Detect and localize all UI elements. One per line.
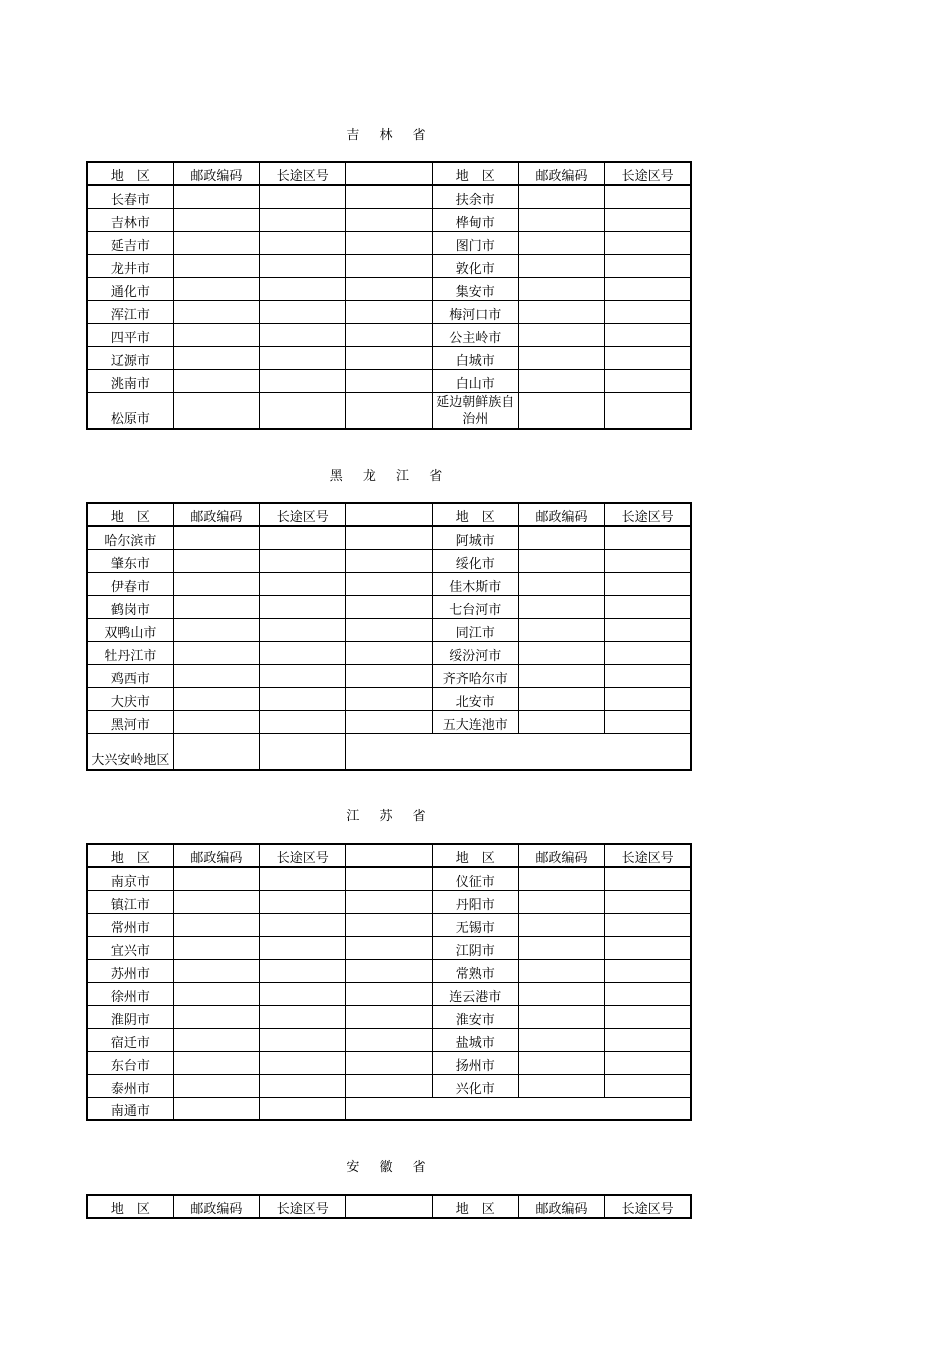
region-cell: 镇江市 <box>87 890 173 913</box>
table-header-row <box>87 844 691 867</box>
spacer-cell <box>346 913 432 936</box>
region-cell: 大庆市 <box>87 687 173 710</box>
area-code-cell <box>260 913 346 936</box>
postal-code-cell <box>518 231 604 254</box>
header-postal-code: 邮政编码 <box>173 1195 259 1218</box>
postal-code-cell <box>173 300 259 323</box>
table-row <box>87 323 691 346</box>
postal-code-cell <box>173 687 259 710</box>
table-row <box>87 572 691 595</box>
area-code-cell <box>260 890 346 913</box>
table-row <box>87 1074 691 1097</box>
area-code-cell <box>260 300 346 323</box>
area-code-cell <box>605 254 691 277</box>
area-code-cell <box>260 1005 346 1028</box>
region-cell: 齐齐哈尔市 <box>432 664 518 687</box>
area-code-cell <box>605 867 691 890</box>
header-postal-code: 邮政编码 <box>518 503 604 526</box>
region-cell: 常熟市 <box>432 959 518 982</box>
postal-code-cell <box>518 936 604 959</box>
postal-code-cell <box>518 300 604 323</box>
empty-merged-cell <box>346 1097 691 1120</box>
area-code-cell <box>260 959 346 982</box>
spacer-cell <box>346 1005 432 1028</box>
area-code-cell <box>605 890 691 913</box>
spacer-cell <box>346 526 432 549</box>
postal-code-cell <box>518 959 604 982</box>
postal-code-cell <box>173 710 259 733</box>
postal-code-cell <box>173 890 259 913</box>
area-code-cell <box>605 300 691 323</box>
postal-code-cell <box>518 346 604 369</box>
postal-code-table <box>86 843 692 1121</box>
empty-merged-cell <box>346 733 691 770</box>
area-code-cell <box>260 346 346 369</box>
postal-code-cell <box>173 369 259 392</box>
header-region: 地 区 <box>432 162 518 185</box>
table-header-row <box>87 162 691 185</box>
area-code-cell <box>260 369 346 392</box>
table-row <box>87 346 691 369</box>
region-cell: 双鸭山市 <box>87 618 173 641</box>
region-cell: 伊春市 <box>87 572 173 595</box>
postal-code-cell <box>173 913 259 936</box>
postal-code-cell <box>173 1097 259 1120</box>
header-area-code: 长途区号 <box>605 1195 691 1218</box>
region-cell: 大兴安岭地区 <box>87 733 173 770</box>
area-code-cell <box>260 641 346 664</box>
area-code-cell <box>260 595 346 618</box>
header-area-code: 长途区号 <box>605 162 691 185</box>
header-region: 地 区 <box>87 844 173 867</box>
table-header-row <box>87 1195 691 1218</box>
region-cell: 长春市 <box>87 185 173 208</box>
spacer-cell <box>346 959 432 982</box>
area-code-cell <box>260 1028 346 1051</box>
region-cell: 宜兴市 <box>87 936 173 959</box>
header-area-code: 长途区号 <box>260 503 346 526</box>
area-code-cell <box>260 549 346 572</box>
postal-code-cell <box>173 733 259 770</box>
region-cell: 扶余市 <box>432 185 518 208</box>
postal-code-cell <box>173 936 259 959</box>
area-code-cell <box>260 526 346 549</box>
area-code-cell <box>260 572 346 595</box>
region-cell: 鸡西市 <box>87 664 173 687</box>
postal-code-cell <box>518 618 604 641</box>
table-row <box>87 526 691 549</box>
region-cell: 白山市 <box>432 369 518 392</box>
spacer-cell <box>346 890 432 913</box>
region-cell: 辽源市 <box>87 346 173 369</box>
table-row <box>87 867 691 890</box>
region-cell: 无锡市 <box>432 913 518 936</box>
region-cell: 敦化市 <box>432 254 518 277</box>
postal-code-cell <box>518 208 604 231</box>
header-region: 地 区 <box>432 503 518 526</box>
postal-code-cell <box>518 392 604 429</box>
region-cell: 兴化市 <box>432 1074 518 1097</box>
table-row <box>87 185 691 208</box>
region-cell: 连云港市 <box>432 982 518 1005</box>
header-postal-code: 邮政编码 <box>173 844 259 867</box>
region-cell: 黑河市 <box>87 710 173 733</box>
region-cell: 延边朝鲜族自治州 <box>432 392 518 429</box>
region-cell: 淮阴市 <box>87 1005 173 1028</box>
postal-code-table <box>86 161 692 430</box>
postal-code-cell <box>173 231 259 254</box>
table-row <box>87 369 691 392</box>
spacer-cell <box>346 185 432 208</box>
area-code-cell <box>260 231 346 254</box>
region-cell: 桦甸市 <box>432 208 518 231</box>
table-row <box>87 641 691 664</box>
area-code-cell <box>605 936 691 959</box>
postal-code-cell <box>518 254 604 277</box>
area-code-cell <box>605 549 691 572</box>
table-row <box>87 231 691 254</box>
header-postal-code: 邮政编码 <box>173 162 259 185</box>
spacer-cell <box>346 936 432 959</box>
postal-code-cell <box>518 890 604 913</box>
postal-code-cell <box>518 1051 604 1074</box>
postal-code-cell <box>173 254 259 277</box>
postal-code-cell <box>518 369 604 392</box>
area-code-cell <box>260 1051 346 1074</box>
region-cell: 绥化市 <box>432 549 518 572</box>
area-code-cell <box>260 277 346 300</box>
table-row <box>87 890 691 913</box>
postal-code-cell <box>518 867 604 890</box>
postal-code-cell <box>173 208 259 231</box>
postal-code-cell <box>173 526 259 549</box>
area-code-cell <box>605 1074 691 1097</box>
spacer-cell <box>346 710 432 733</box>
postal-code-table <box>86 502 692 771</box>
area-code-cell <box>260 618 346 641</box>
area-code-cell <box>605 687 691 710</box>
table-row <box>87 208 691 231</box>
region-cell: 梅河口市 <box>432 300 518 323</box>
postal-code-cell <box>518 664 604 687</box>
header-region: 地 区 <box>87 1195 173 1218</box>
table-row <box>87 982 691 1005</box>
postal-code-cell <box>173 392 259 429</box>
region-cell: 江阴市 <box>432 936 518 959</box>
spacer-cell <box>346 595 432 618</box>
region-cell: 淮安市 <box>432 1005 518 1028</box>
header-spacer <box>346 162 432 185</box>
area-code-cell <box>605 1051 691 1074</box>
table-row <box>87 300 691 323</box>
area-code-cell <box>605 231 691 254</box>
region-cell: 常州市 <box>87 913 173 936</box>
postal-code-cell <box>518 526 604 549</box>
postal-code-cell <box>173 572 259 595</box>
spacer-cell <box>346 687 432 710</box>
area-code-cell <box>260 323 346 346</box>
area-code-cell <box>260 936 346 959</box>
region-cell: 龙井市 <box>87 254 173 277</box>
table-row <box>87 618 691 641</box>
header-spacer <box>346 844 432 867</box>
area-code-cell <box>605 595 691 618</box>
area-code-cell <box>605 710 691 733</box>
area-code-cell <box>260 254 346 277</box>
table-row <box>87 1005 691 1028</box>
spacer-cell <box>346 300 432 323</box>
header-area-code: 长途区号 <box>260 844 346 867</box>
region-cell: 扬州市 <box>432 1051 518 1074</box>
postal-code-cell <box>518 595 604 618</box>
header-region: 地 区 <box>87 503 173 526</box>
table-row <box>87 1097 691 1120</box>
table-row <box>87 959 691 982</box>
postal-code-cell <box>173 1074 259 1097</box>
postal-code-cell <box>173 618 259 641</box>
spacer-cell <box>346 641 432 664</box>
header-area-code: 长途区号 <box>605 844 691 867</box>
region-cell: 南京市 <box>87 867 173 890</box>
postal-code-cell <box>173 185 259 208</box>
spacer-cell <box>346 572 432 595</box>
region-cell: 佳木斯市 <box>432 572 518 595</box>
spacer-cell <box>346 549 432 572</box>
spacer-cell <box>346 1051 432 1074</box>
table-row <box>87 1028 691 1051</box>
postal-code-cell <box>518 913 604 936</box>
section-title: 安 徽 省 <box>346 1160 434 1175</box>
postal-code-cell <box>518 185 604 208</box>
spacer-cell <box>346 323 432 346</box>
postal-code-cell <box>518 710 604 733</box>
region-cell: 阿城市 <box>432 526 518 549</box>
region-cell: 仪征市 <box>432 867 518 890</box>
region-cell: 盐城市 <box>432 1028 518 1051</box>
area-code-cell <box>605 959 691 982</box>
header-area-code: 长途区号 <box>260 1195 346 1218</box>
region-cell: 苏州市 <box>87 959 173 982</box>
table-row <box>87 549 691 572</box>
region-cell: 洮南市 <box>87 369 173 392</box>
table-header-row <box>87 503 691 526</box>
postal-code-cell <box>173 959 259 982</box>
spacer-cell <box>346 231 432 254</box>
region-cell: 南通市 <box>87 1097 173 1120</box>
spacer-cell <box>346 618 432 641</box>
header-region: 地 区 <box>432 1195 518 1218</box>
postal-code-cell <box>518 1028 604 1051</box>
area-code-cell <box>260 710 346 733</box>
postal-code-cell <box>518 1074 604 1097</box>
region-cell: 丹阳市 <box>432 890 518 913</box>
table-row <box>87 254 691 277</box>
area-code-cell <box>605 526 691 549</box>
spacer-cell <box>346 664 432 687</box>
area-code-cell <box>605 913 691 936</box>
spacer-cell <box>346 392 432 429</box>
area-code-cell <box>260 733 346 770</box>
postal-code-cell <box>173 1005 259 1028</box>
table-row <box>87 277 691 300</box>
area-code-cell <box>605 641 691 664</box>
region-cell: 宿迁市 <box>87 1028 173 1051</box>
header-postal-code: 邮政编码 <box>173 503 259 526</box>
area-code-cell <box>260 185 346 208</box>
region-cell: 肇东市 <box>87 549 173 572</box>
spacer-cell <box>346 1028 432 1051</box>
area-code-cell <box>605 369 691 392</box>
header-region: 地 区 <box>87 162 173 185</box>
header-postal-code: 邮政编码 <box>518 844 604 867</box>
area-code-cell <box>260 392 346 429</box>
header-postal-code: 邮政编码 <box>518 162 604 185</box>
postal-code-cell <box>518 982 604 1005</box>
postal-code-cell <box>173 549 259 572</box>
postal-code-cell <box>173 1051 259 1074</box>
postal-code-cell <box>173 867 259 890</box>
region-cell: 徐州市 <box>87 982 173 1005</box>
region-cell: 浑江市 <box>87 300 173 323</box>
table-row <box>87 664 691 687</box>
postal-code-cell <box>518 687 604 710</box>
region-cell: 图门市 <box>432 231 518 254</box>
region-cell: 哈尔滨市 <box>87 526 173 549</box>
region-cell: 五大连池市 <box>432 710 518 733</box>
area-code-cell <box>605 346 691 369</box>
region-cell: 泰州市 <box>87 1074 173 1097</box>
header-area-code: 长途区号 <box>260 162 346 185</box>
table-row <box>87 1051 691 1074</box>
area-code-cell <box>605 277 691 300</box>
spacer-cell <box>346 277 432 300</box>
area-code-cell <box>605 208 691 231</box>
section-title: 黑 龙 江 省 <box>329 469 451 484</box>
header-postal-code: 邮政编码 <box>518 1195 604 1218</box>
table-row <box>87 733 691 770</box>
region-cell: 绥汾河市 <box>432 641 518 664</box>
region-cell: 集安市 <box>432 277 518 300</box>
table-row <box>87 595 691 618</box>
area-code-cell <box>260 208 346 231</box>
section-title: 吉 林 省 <box>346 128 434 143</box>
postal-code-cell <box>173 323 259 346</box>
region-cell: 公主岭市 <box>432 323 518 346</box>
postal-code-table <box>86 1194 692 1219</box>
area-code-cell <box>605 982 691 1005</box>
spacer-cell <box>346 346 432 369</box>
postal-code-cell <box>173 641 259 664</box>
area-code-cell <box>260 664 346 687</box>
region-cell: 七台河市 <box>432 595 518 618</box>
area-code-cell <box>260 1074 346 1097</box>
postal-code-cell <box>173 1028 259 1051</box>
header-spacer <box>346 503 432 526</box>
postal-code-cell <box>173 277 259 300</box>
region-cell: 四平市 <box>87 323 173 346</box>
header-spacer <box>346 1195 432 1218</box>
postal-code-cell <box>518 549 604 572</box>
postal-code-cell <box>518 572 604 595</box>
table-row <box>87 392 691 429</box>
area-code-cell <box>605 618 691 641</box>
area-code-cell <box>260 687 346 710</box>
postal-code-cell <box>518 641 604 664</box>
postal-code-cell <box>173 346 259 369</box>
table-row <box>87 710 691 733</box>
area-code-cell <box>605 323 691 346</box>
postal-code-cell <box>173 595 259 618</box>
area-code-cell <box>260 982 346 1005</box>
spacer-cell <box>346 369 432 392</box>
header-region: 地 区 <box>432 844 518 867</box>
postal-code-cell <box>518 277 604 300</box>
spacer-cell <box>346 254 432 277</box>
postal-code-cell <box>518 1005 604 1028</box>
region-cell: 北安市 <box>432 687 518 710</box>
table-row <box>87 913 691 936</box>
region-cell: 通化市 <box>87 277 173 300</box>
region-cell: 白城市 <box>432 346 518 369</box>
area-code-cell <box>605 1028 691 1051</box>
area-code-cell <box>260 1097 346 1120</box>
spacer-cell <box>346 208 432 231</box>
postal-code-cell <box>173 664 259 687</box>
section-title: 江 苏 省 <box>346 809 434 824</box>
region-cell: 延吉市 <box>87 231 173 254</box>
region-cell: 松原市 <box>87 392 173 429</box>
area-code-cell <box>605 664 691 687</box>
postal-code-cell <box>173 982 259 1005</box>
area-code-cell <box>605 572 691 595</box>
region-cell: 同江市 <box>432 618 518 641</box>
area-code-cell <box>605 1005 691 1028</box>
spacer-cell <box>346 867 432 890</box>
table-row <box>87 687 691 710</box>
postal-code-cell <box>518 323 604 346</box>
region-cell: 鹤岗市 <box>87 595 173 618</box>
region-cell: 牡丹江市 <box>87 641 173 664</box>
header-area-code: 长途区号 <box>605 503 691 526</box>
region-cell: 东台市 <box>87 1051 173 1074</box>
area-code-cell <box>605 185 691 208</box>
spacer-cell <box>346 982 432 1005</box>
table-row <box>87 936 691 959</box>
region-cell: 吉林市 <box>87 208 173 231</box>
area-code-cell <box>605 392 691 429</box>
area-code-cell <box>260 867 346 890</box>
spacer-cell <box>346 1074 432 1097</box>
